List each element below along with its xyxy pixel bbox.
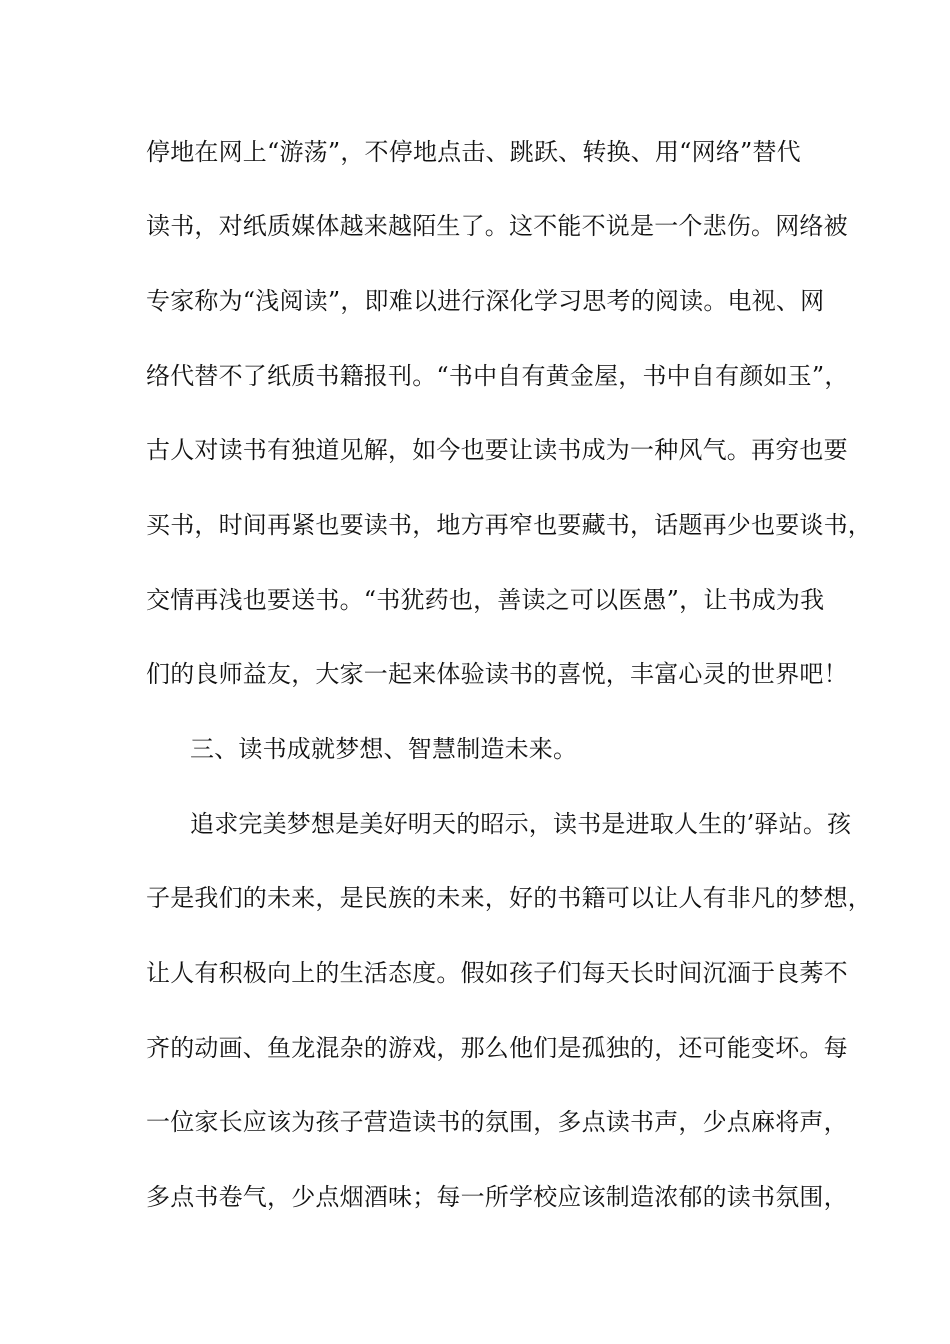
text-line: 古人对读书有独道见解，如今也要让读书成为一种风气。再穷也要 xyxy=(146,436,848,464)
section-heading: 三、读书成就梦想、智慧制造未来。 xyxy=(190,735,578,763)
text-line: 买书，时间再紧也要读书，地方再窄也要藏书，话题再少也要谈书， xyxy=(146,511,872,539)
text-line: 一位家长应该为孩子营造读书的氛围，多点读书声，少点麻将声， xyxy=(146,1108,848,1136)
text-line: 交情再浅也要送书。“书犹药也，善读之可以医愚”，让书成为我 xyxy=(146,586,825,614)
text-line: 让人有积极向上的生活态度。假如孩子们每天长时间沉湎于良莠不 xyxy=(146,959,848,987)
text-line: 们的良师益友，大家一起来体验读书的喜悦，丰富心灵的世界吧！ xyxy=(146,660,848,688)
text-line: 读书，对纸质媒体越来越陌生了。这不能不说是一个悲伤。网络被 xyxy=(146,212,848,240)
text-line: 多点书卷气，少点烟酒味；每一所学校应该制造浓郁的读书氛围， xyxy=(146,1183,848,1211)
text-line: 子是我们的未来，是民族的未来，好的书籍可以让人有非凡的梦想， xyxy=(146,884,872,912)
text-line: 停地在网上“游荡”，不停地点击、跳跃、转换、用“网络”替代 xyxy=(146,138,801,166)
paragraph-first-line: 追求完美梦想是美好明天的昭示，读书是进取人生的’驿站。孩 xyxy=(190,810,852,838)
text-line: 络代替不了纸质书籍报刊。“书中自有黄金屋，书中自有颜如玉”， xyxy=(146,362,849,390)
text-line: 专家称为“浅阅读”，即难以进行深化学习思考的阅读。电视、网 xyxy=(146,287,825,315)
text-line: 齐的动画、鱼龙混杂的游戏，那么他们是孤独的，还可能变坏。每 xyxy=(146,1034,848,1062)
